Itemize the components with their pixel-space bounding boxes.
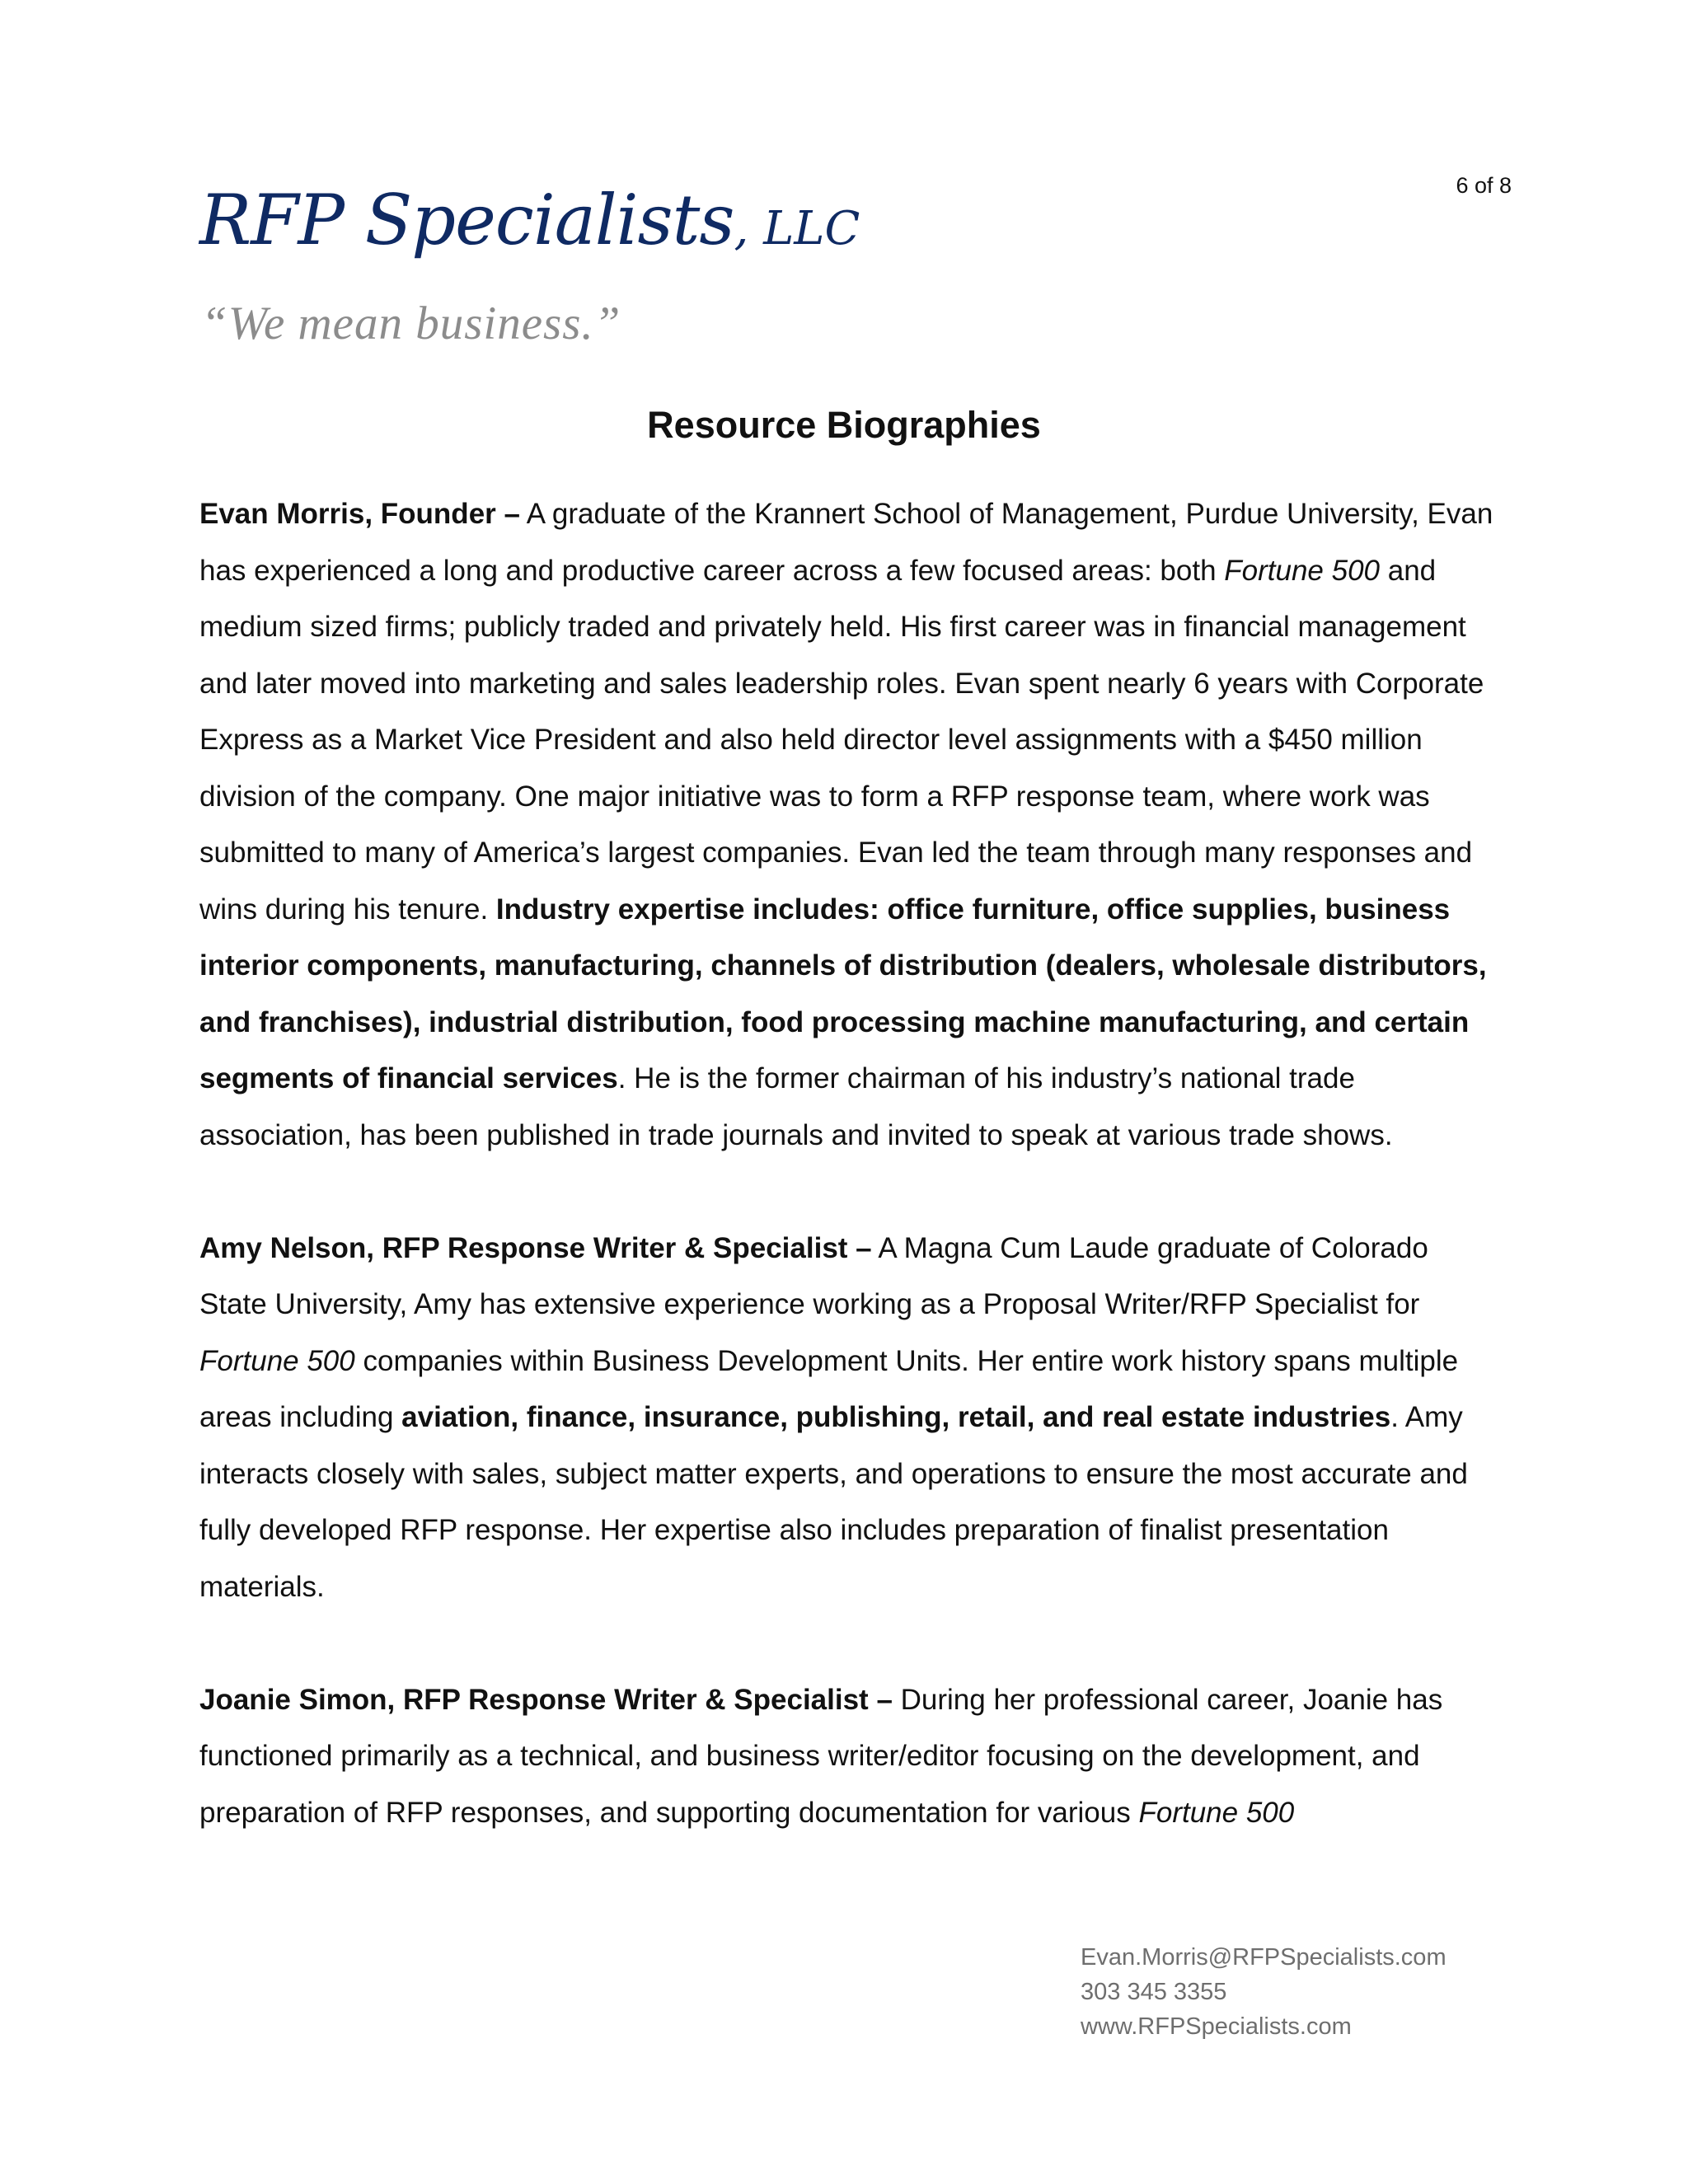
logo-suffix-text: , LLC (734, 202, 860, 255)
bio-text: and medium sized firms; publicly traded and privately held. His first career was in financial management and later moved into marketing and sales leadership roles. Evan spent nearly 6 years with Corporate Express as a Market Vice President and also held director level assignments with a $450 million division of the company. One major initiative was to form a RFP response team, where work was submitted to many of America’s largest companies. Evan led the team through many responses and wins during his tenure. (199, 554, 1484, 926)
bio-name: Evan Morris, Founder – (199, 498, 520, 530)
contact-email: Evan.Morris@RFPSpecialists.com (1081, 1944, 1447, 1971)
logo-main-text: RFP Specialists (199, 180, 734, 260)
bio-text: companies within Business Development Units. Her entire work history spans multiple areas including (199, 1344, 1459, 1433)
bio-text: A Magna Cum Laude graduate of Colorado State University, Amy has extensive experience working as a Proposal Writer/RFP Specialist for (199, 1231, 1428, 1320)
contact-phone: 303 345 3355 (1081, 1979, 1227, 2005)
section-title: Resource Biographies (647, 404, 1041, 446)
bio-expertise: aviation, finance, insurance, publishing, retail, and real estate industries (401, 1401, 1391, 1433)
bio-paragraph (199, 1672, 1502, 1842)
page-number: 6 of 8 (1456, 173, 1512, 198)
bio-emphasis: Fortune 500 (1138, 1796, 1295, 1829)
biographies (199, 486, 1502, 1841)
bio-name: Amy Nelson, RFP Response Writer & Specialist – (199, 1231, 872, 1264)
bio-emphasis: Fortune 500 (199, 1344, 355, 1377)
bio-amy-nelson (199, 1221, 1502, 1616)
bio-name: Joanie Simon, RFP Response Writer & Specialist – (199, 1683, 893, 1716)
contact-block (1081, 1940, 1447, 2044)
bio-joanie-simon (199, 1672, 1502, 1842)
tagline: “We mean business.” (201, 298, 621, 349)
company-logo (199, 180, 860, 260)
bio-text: . He is the former chairman of his industry’s national trade association, has been published in trade journals and invited to speak at various trade shows. (199, 1062, 1393, 1151)
bio-paragraph (199, 486, 1502, 1164)
bio-paragraph (199, 1221, 1502, 1616)
bio-text: . Amy interacts closely with sales, subject matter experts, and operations to ensure the most accurate and fully developed RFP response. Her expertise also includes preparation of finalist presentation materials. (199, 1401, 1468, 1603)
bio-text: During her professional career, Joanie has functioned primarily as a technical, and business writer/editor focusing on the development, and preparation of RFP responses, and supporting documentation for various (199, 1683, 1443, 1829)
bio-evan-morris (199, 486, 1502, 1164)
bio-emphasis: Fortune 500 (1224, 554, 1381, 587)
bio-text: A graduate of the Krannert School of Management, Purdue University, Evan has experienced a long and productive career across a few focused areas: both (199, 498, 1493, 587)
bio-expertise: Industry expertise includes: office furniture, office supplies, business interior components, manufacturing, channels of distribution (dealers, wholesale distributors, and franchises), industrial distribution, food processing machine manufacturing, and certain segments of financial services (199, 893, 1487, 1094)
contact-website: www.RFPSpecialists.com (1081, 2013, 1352, 2040)
